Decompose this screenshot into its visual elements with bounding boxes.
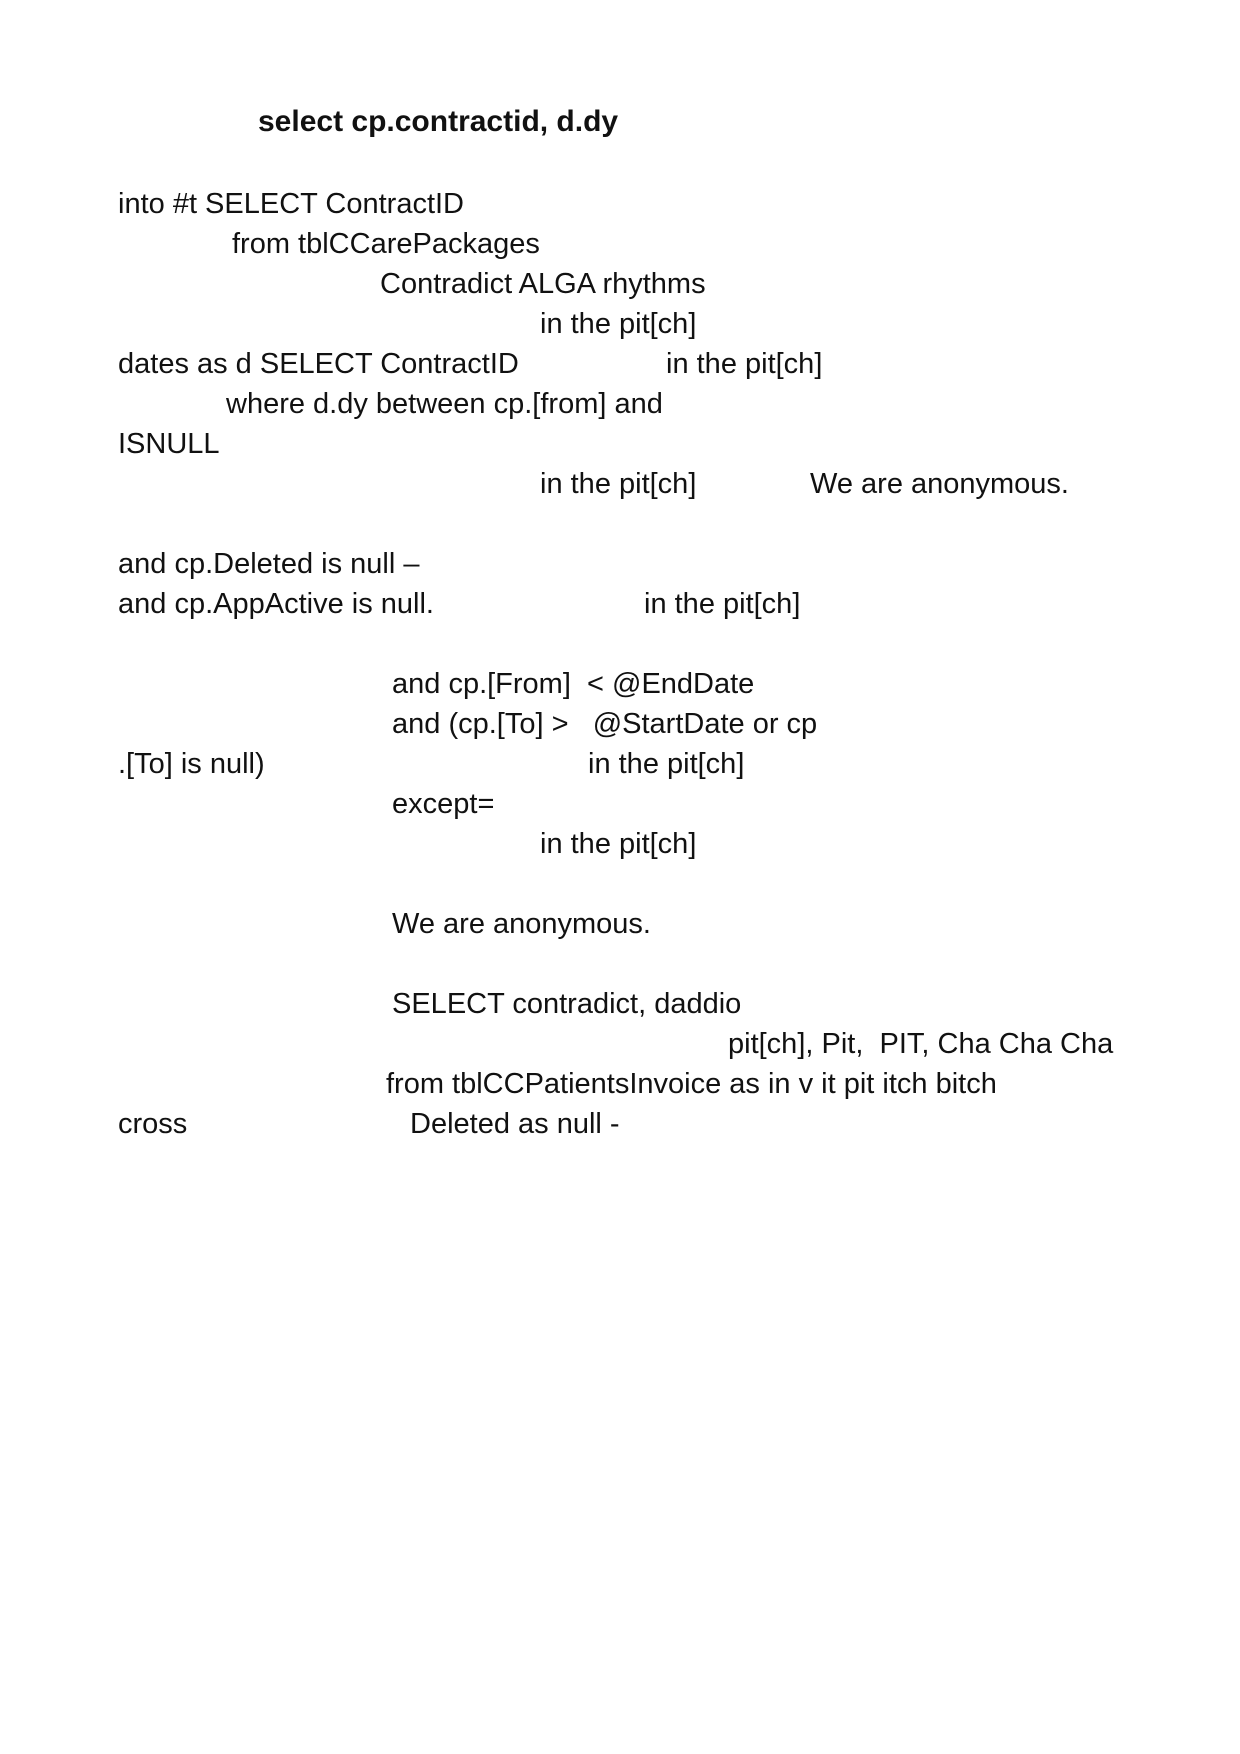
- text-line: in the pit[ch]: [588, 748, 745, 780]
- text-line: ISNULL: [118, 428, 220, 460]
- text-line: and (cp.[To] > @StartDate or cp: [392, 708, 818, 740]
- text-line: Deleted as null -: [410, 1108, 620, 1140]
- text-line: in the pit[ch]: [540, 468, 697, 500]
- text-line: and cp.[From] < @EndDate: [392, 668, 755, 700]
- text-line: and cp.Deleted is null –: [118, 548, 420, 580]
- text-line: Contradict ALGA rhythms: [380, 268, 706, 300]
- text-line: from tblCCPatientsInvoice as in v it pit itch bitch: [386, 1068, 997, 1100]
- text-line: in the pit[ch]: [540, 308, 697, 340]
- text-line: in the pit[ch]: [644, 588, 801, 620]
- text-line: except=: [392, 788, 495, 820]
- text-line: from tblCCarePackages: [232, 228, 540, 260]
- text-line: in the pit[ch]: [666, 348, 823, 380]
- document-title: select cp.contractid, d.dy: [258, 105, 619, 138]
- text-line: where d.dy between cp.[from] and: [226, 388, 663, 420]
- text-line: cross: [118, 1108, 188, 1140]
- text-line: .[To] is null): [118, 748, 265, 780]
- text-line: and cp.AppActive is null.: [118, 588, 434, 620]
- text-line: dates as d SELECT ContractID: [118, 348, 519, 380]
- text-line: in the pit[ch]: [540, 828, 697, 860]
- text-line: We are anonymous.: [810, 468, 1069, 500]
- text-line: SELECT contradict, daddio: [392, 988, 742, 1020]
- text-line: into #t SELECT ContractID: [118, 188, 465, 220]
- text-line: pit[ch], Pit, PIT, Cha Cha Cha: [728, 1028, 1114, 1060]
- text-line: We are anonymous.: [392, 908, 651, 940]
